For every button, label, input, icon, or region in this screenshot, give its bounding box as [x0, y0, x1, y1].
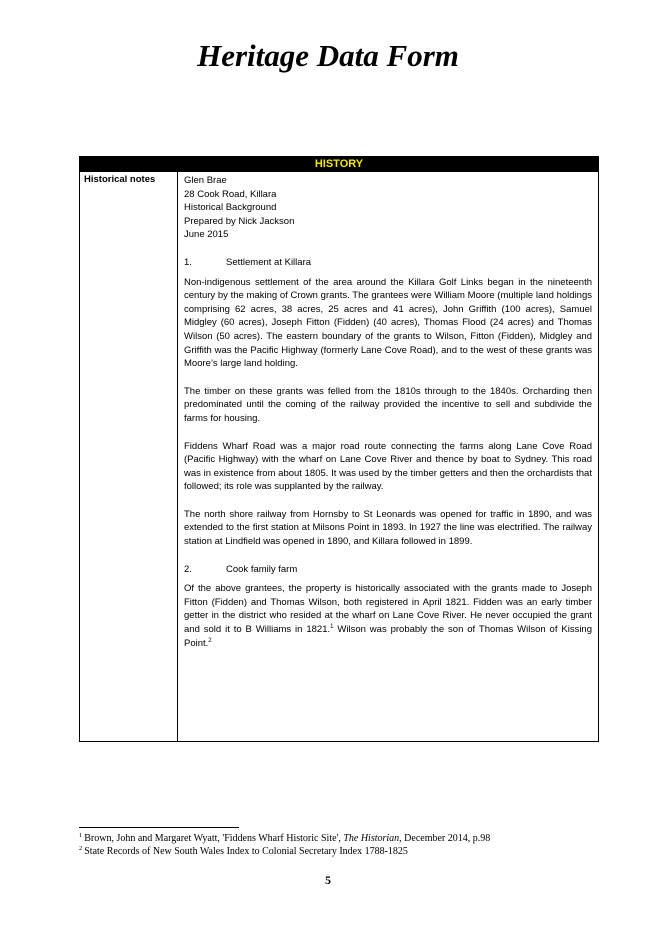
footnote-ref[interactable]: 2 [208, 637, 212, 644]
footnote-number: 2 [79, 844, 83, 852]
historical-notes-label: Historical notes [84, 174, 156, 185]
footnote [79, 832, 599, 845]
footnote-text: , December 2014, p.98 [399, 833, 491, 844]
page-number: 5 [325, 873, 331, 887]
paragraph-text: Of the above grantees, the property is historically associated with the grants made to Joseph Fitton (Fidden) and Thomas Wilson, both registered in April 1821. Fidden was an early timber getter in the district who resided at the wharf on Lane Cove River. He never occupied the grant and sold it to B Williams in 1821. [184, 583, 592, 636]
section-heading [184, 256, 592, 270]
section-number: 1. [184, 256, 192, 268]
footnotes [79, 832, 599, 858]
page-title: Heritage Data Form [197, 38, 459, 73]
section-heading [184, 563, 592, 577]
paragraph: Non-indigenous settlement of the area around the Killara Golf Links began in the nineteenth century by the making of Crown grants. The grantees were William Moore (multiple land holdings comprising 62 acres, 38 acres, 25 acres and 41 acres), John Griffith (100 acres), Samuel Midgley (60 acres), Joseph Fitton (Fidden) (40 acres), Thomas Flood (24 acres) and Thomas Wilson (50 acres). The eastern boundary of the grants to Wilson, Fitton (Fidden), Midgley and Griffith was the Pacific Highway (formerly Lane Cove Road), and to the west of these grants was Moore’s large land holding. [184, 276, 592, 370]
author-line: Prepared by Nick Jackson [184, 215, 295, 227]
footnote-ref[interactable]: 1 [330, 623, 334, 630]
paragraph: The timber on these grants was felled from the 1810s through to the 1840s. Orcharding then predominated until the coming of the railway provided the incentive to sell and subdivide the farms for housing. [184, 385, 592, 424]
paragraph: Fiddens Wharf Road was a major road route connecting the farms along Lane Cove Road (Pacific Highway) with the wharf on Lane Cove River and thence by boat to Sydney. This road was in existence from about 1805. It was used by the timber getters and then the orchardists that followed; its role was supplanted by the railway. [184, 440, 592, 493]
footnote-text: Brown, John and Margaret Wyatt, 'Fiddens Wharf Historic Site', [84, 833, 344, 844]
paragraph: The north shore railway from Hornsby to St Leonards was opened for traffic in 1890, and was extended to the first station at Milsons Point in 1893. In 1927 the line was electrified. The railway station at Lindfield was opened in 1890, and Killara followed in 1899. [184, 508, 592, 548]
historical-notes-content [179, 172, 598, 741]
section-number: 2. [184, 563, 192, 575]
label-column [80, 172, 178, 741]
property-address: 28 Cook Road, Killara [184, 188, 277, 200]
history-section-header: HISTORY [80, 157, 598, 172]
property-name: Glen Brae [184, 175, 227, 186]
footnote-publication: The Historian [343, 833, 400, 844]
section-title: Cook family farm [226, 563, 298, 575]
footnote [79, 845, 599, 858]
section-title: Settlement at Killara [226, 256, 312, 268]
footnote-text: State Records of New South Wales Index to Colonial Secretary Index 1788-1825 [84, 846, 408, 857]
footnote-number: 1 [79, 831, 83, 839]
paragraph-text: Wilson was probably the son of Thomas Wilson of Kissing Point. [184, 624, 592, 649]
paragraph [184, 582, 592, 650]
footnote-divider [79, 827, 239, 828]
date-line: June 2015 [184, 229, 229, 241]
history-table [79, 156, 599, 742]
document-subtitle: Historical Background [184, 202, 277, 214]
